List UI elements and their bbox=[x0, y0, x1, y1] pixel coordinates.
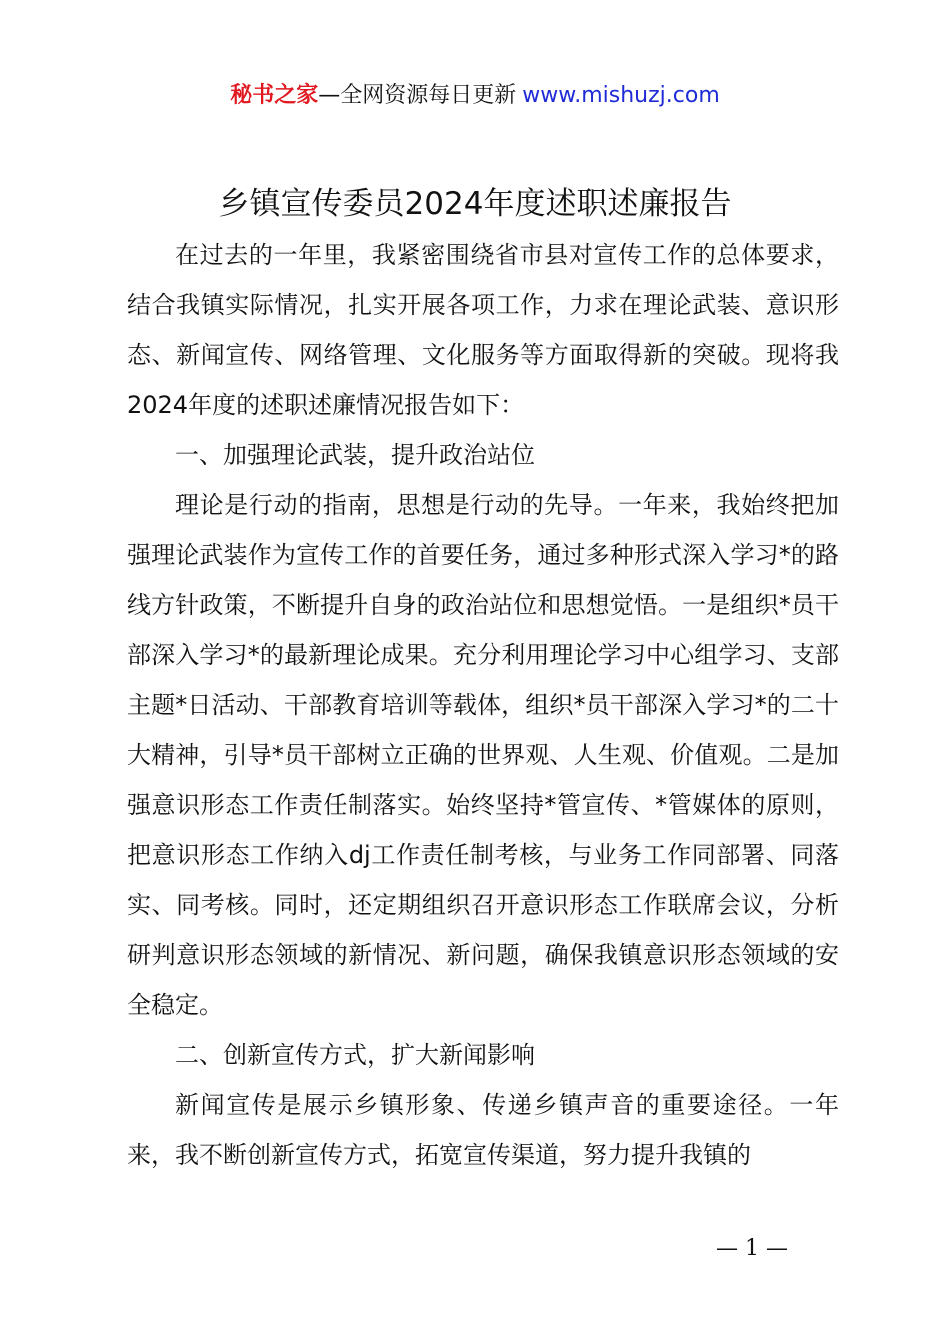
section-1-paragraph: 理论是行动的指南，思想是行动的先导。一年来，我始终把加强理论武装作为宣传工作的首要任务，通过多种形式深入学习*的路线方针政策，不断提升自身的政治站位和思想觉悟。一是组织*员干部深入学习*的最新理论成果。充分利用理论学习中心组学习、支部主题*日活动、干部教育培训等载体，组织*员干部深入学习*的二十大精神，引导*员干部树立正确的世界观、人生观、价值观。二是加强意识形态工作责任制落实。始终坚持*管宣传、*管媒体的原则，把意识形态工作纳入dj工作责任制考核，与业务工作同部署、同落实、同考核。同时，还定期组织召开意识形态工作联席会议，分析研判意识形态领域的新情况、新问题，确保我镇意识形态领域的安全稳定。 bbox=[127, 491, 839, 1019]
document-title: 乡镇宣传委员2024年度述职述廉报告 bbox=[218, 186, 732, 222]
document-body bbox=[127, 230, 839, 1180]
section-2-paragraph: 新闻宣传是展示乡镇形象、传递乡镇声音的重要途径。一年来，我不断创新宣传方式，拓宽宣传渠道，努力提升我镇的 bbox=[127, 1091, 839, 1169]
site-link[interactable]: www.mishuzj.com bbox=[522, 83, 720, 108]
brand-name: 秘书之家 bbox=[230, 83, 319, 108]
source-banner bbox=[0, 80, 950, 112]
intro-paragraph: 在过去的一年里，我紧密围绕省市县对宣传工作的总体要求，结合我镇实际情况，扎实开展各项工作，力求在理论武装、意识形态、新闻宣传、网络管理、文化服务等方面取得新的突破。现将我2024年度的述职述廉情况报告如下： bbox=[127, 241, 839, 419]
page-number: — 1 — bbox=[716, 1236, 788, 1261]
section-heading-1: 一、加强理论武装，提升政治站位 bbox=[175, 441, 535, 469]
brand-tagline: —全网资源每日更新 bbox=[318, 83, 517, 108]
section-heading-2: 二、创新宣传方式，扩大新闻影响 bbox=[175, 1041, 535, 1069]
